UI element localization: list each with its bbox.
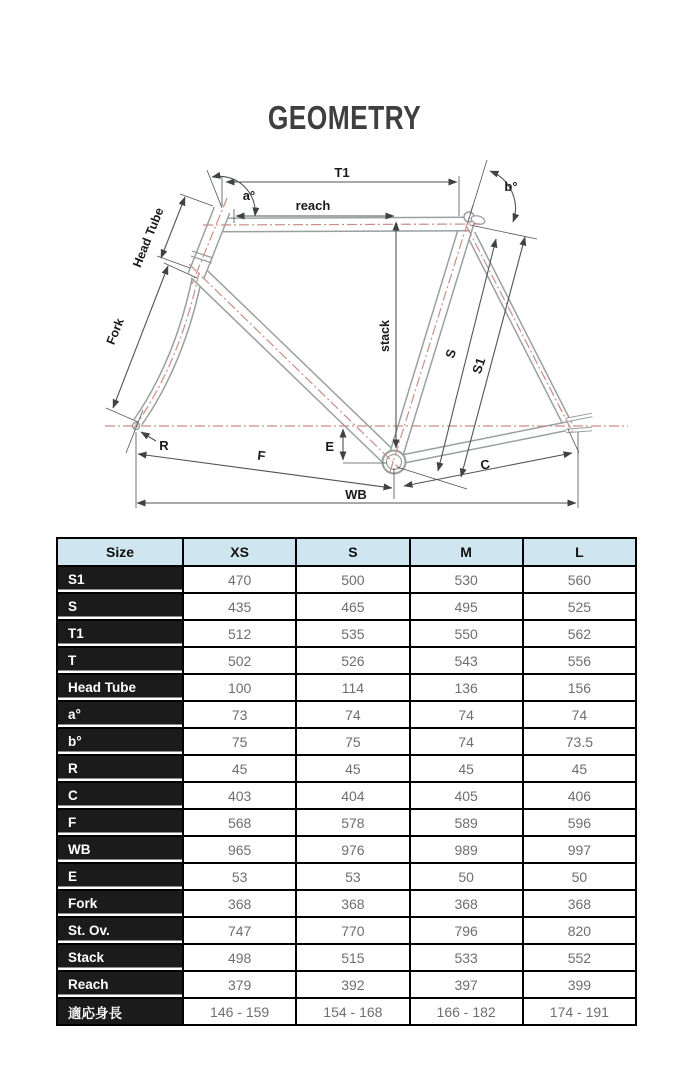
header-cell-xs: XS [183,538,296,566]
row-label-cell: b° [57,728,183,755]
header-cell-m: M [410,538,523,566]
value-cell-xs: 502 [183,647,296,674]
value-cell-xs: 45 [183,755,296,782]
value-cell-l: 560 [523,566,636,593]
value-cell-xs: 435 [183,593,296,620]
row-label-cell: R [57,755,183,782]
value-cell-l: 552 [523,944,636,971]
table-row [57,647,636,674]
value-cell-m: 74 [410,701,523,728]
value-cell-s: 404 [296,782,409,809]
value-cell-s: 465 [296,593,409,620]
value-cell-s: 500 [296,566,409,593]
row-label-cell: Head Tube [57,674,183,701]
table-row [57,620,636,647]
value-cell-m: 796 [410,917,523,944]
value-cell-s: 515 [296,944,409,971]
value-cell-s: 75 [296,728,409,755]
table-row [57,701,636,728]
value-cell-l: 45 [523,755,636,782]
s1-label: S1 [469,355,489,376]
value-cell-l: 399 [523,971,636,998]
table-row [57,755,636,782]
head-tube-label: Head Tube [130,205,167,270]
value-cell-m: 136 [410,674,523,701]
value-cell-xs: 368 [183,890,296,917]
value-cell-s: 368 [296,890,409,917]
table-row [57,863,636,890]
value-cell-l: 50 [523,863,636,890]
r-label: R [159,438,169,453]
header-cell-size: Size [57,538,183,566]
value-cell-l: 368 [523,890,636,917]
value-cell-s: 154 - 168 [296,998,409,1025]
row-label-cell: T [57,647,183,674]
geometry-table-body [57,566,636,1025]
value-cell-xs: 498 [183,944,296,971]
value-cell-l: 556 [523,647,636,674]
value-cell-xs: 100 [183,674,296,701]
value-cell-l: 74 [523,701,636,728]
row-label-cell: a° [57,701,183,728]
row-label-cell: C [57,782,183,809]
row-label-cell: 適応身長 [57,998,183,1025]
row-label-cell: F [57,809,183,836]
value-cell-s: 53 [296,863,409,890]
value-cell-m: 405 [410,782,523,809]
row-label-cell: Fork [57,890,183,917]
value-cell-s: 770 [296,917,409,944]
value-cell-s: 392 [296,971,409,998]
row-label-cell: S1 [57,566,183,593]
geometry-table-header [57,538,636,566]
table-row [57,917,636,944]
value-cell-xs: 747 [183,917,296,944]
value-cell-m: 397 [410,971,523,998]
row-label-cell: Reach [57,971,183,998]
value-cell-m: 533 [410,944,523,971]
fork-label: Fork [103,316,127,347]
wb-label: WB [345,487,367,502]
value-cell-m: 543 [410,647,523,674]
value-cell-xs: 965 [183,836,296,863]
value-cell-m: 45 [410,755,523,782]
geometry-table [56,537,637,1026]
table-row [57,782,636,809]
table-row [57,593,636,620]
value-cell-xs: 73 [183,701,296,728]
row-label-cell: St. Ov. [57,917,183,944]
value-cell-l: 174 - 191 [523,998,636,1025]
table-row [57,809,636,836]
page-title: GEOMETRY [267,99,422,136]
value-cell-l: 73.5 [523,728,636,755]
a-angle-label: a° [242,188,256,203]
e-label: E [325,439,334,454]
value-cell-l: 525 [523,593,636,620]
c-label: C [479,456,492,473]
table-row [57,836,636,863]
bike-frame [133,210,593,474]
value-cell-m: 368 [410,890,523,917]
row-label-cell: WB [57,836,183,863]
value-cell-l: 156 [523,674,636,701]
value-cell-m: 74 [410,728,523,755]
value-cell-m: 589 [410,809,523,836]
s-label: S [442,347,460,361]
value-cell-xs: 53 [183,863,296,890]
table-row [57,566,636,593]
value-cell-l: 406 [523,782,636,809]
value-cell-l: 596 [523,809,636,836]
table-row [57,971,636,998]
reach-label: reach [295,198,331,213]
f-label: F [256,447,267,464]
value-cell-m: 530 [410,566,523,593]
value-cell-l: 820 [523,917,636,944]
row-label-cell: Stack [57,944,183,971]
value-cell-m: 989 [410,836,523,863]
table-row [57,728,636,755]
value-cell-m: 50 [410,863,523,890]
table-row [57,998,636,1025]
stack-label: stack [378,320,392,352]
value-cell-xs: 512 [183,620,296,647]
header-row [57,538,636,566]
table-row [57,890,636,917]
value-cell-l: 562 [523,620,636,647]
value-cell-l: 997 [523,836,636,863]
row-label-cell: S [57,593,183,620]
row-label-cell: T1 [57,620,183,647]
value-cell-xs: 379 [183,971,296,998]
t1-label: T1 [334,165,350,180]
value-cell-s: 74 [296,701,409,728]
value-cell-xs: 470 [183,566,296,593]
value-cell-s: 535 [296,620,409,647]
value-cell-xs: 146 - 159 [183,998,296,1025]
value-cell-s: 114 [296,674,409,701]
row-label-cell: E [57,863,183,890]
value-cell-s: 578 [296,809,409,836]
value-cell-xs: 568 [183,809,296,836]
header-cell-l: L [523,538,636,566]
geometry-diagram [0,150,689,518]
value-cell-m: 166 - 182 [410,998,523,1025]
value-cell-xs: 403 [183,782,296,809]
table-row [57,944,636,971]
value-cell-m: 495 [410,593,523,620]
b-angle-label: b° [504,179,518,194]
value-cell-s: 976 [296,836,409,863]
table-row [57,674,636,701]
value-cell-xs: 75 [183,728,296,755]
value-cell-s: 45 [296,755,409,782]
header-cell-s: S [296,538,409,566]
value-cell-m: 550 [410,620,523,647]
value-cell-s: 526 [296,647,409,674]
